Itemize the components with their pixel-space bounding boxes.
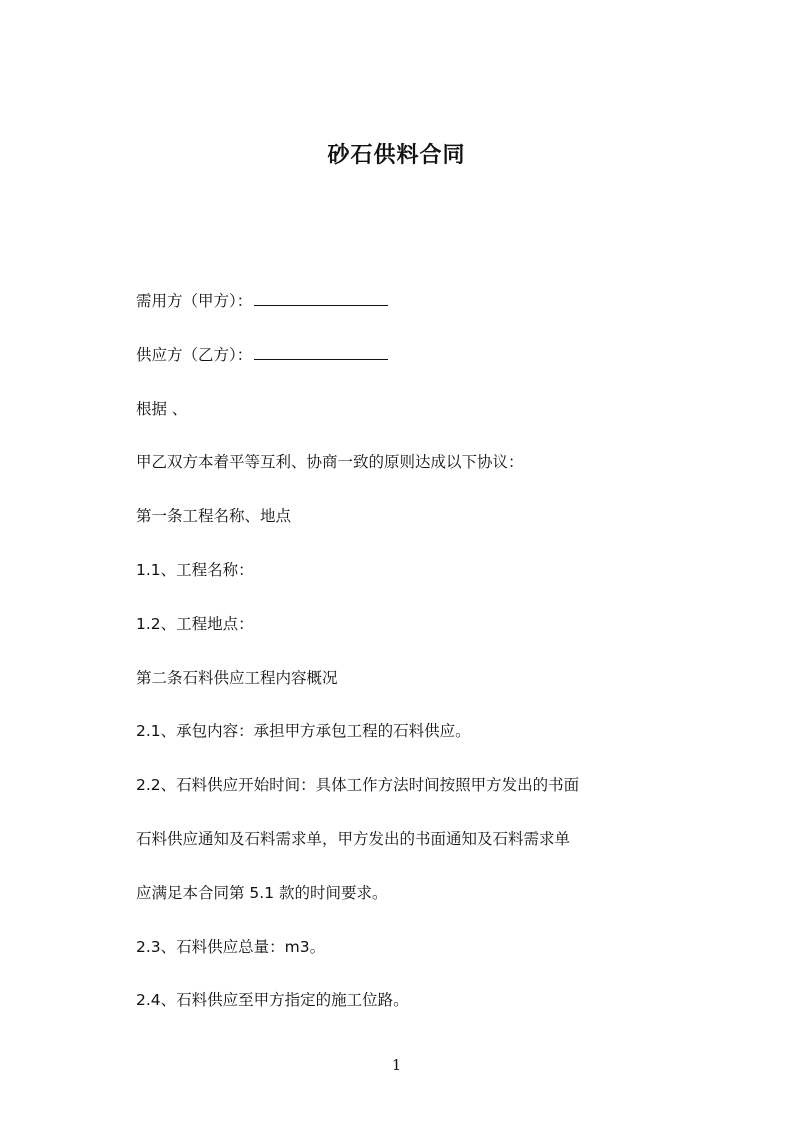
- party-a-label: 需用方（甲方）：: [136, 292, 253, 310]
- party-b-line: [136, 338, 696, 372]
- party-b-label: 供应方（乙方）：: [136, 345, 253, 364]
- clause-2-1: 2.1、承包内容：承担甲方承包工程的石料供应。: [136, 722, 471, 741]
- party-b-blank: [254, 340, 388, 360]
- agreement-intro: 甲乙双方本着平等互利、协商一致的原则达成以下协议：: [136, 453, 524, 472]
- article-1-heading: 第一条工程名称、地点: [136, 507, 292, 526]
- clause-2-4: 2.4、石料供应至甲方指定的施工位路。: [136, 991, 409, 1010]
- clause-2-2-line-2: 石料供应通知及石料需求单，甲方发出的书面通知及石料需求单: [136, 829, 571, 848]
- document-title: 砂石供料合同: [327, 143, 466, 168]
- basis-line: 根据 、: [136, 399, 188, 418]
- party-a-line: [136, 284, 696, 318]
- clause-1-2: 1.2、工程地点：: [136, 614, 254, 633]
- article-2-heading: 第二条石料供应工程内容概况: [136, 668, 338, 687]
- clause-2-2-line-3: 应满足本合同第 5.1 款的时间要求。: [136, 883, 388, 902]
- clause-1-1: 1.1、工程名称：: [136, 560, 254, 579]
- clause-2-3: 2.3、石料供应总量：m3。: [136, 937, 326, 956]
- clause-2-2-line-1: 2.2、石料供应开始时间：具体工作方法时间按照甲方发出的书面: [136, 776, 580, 795]
- party-a-blank: [254, 286, 388, 306]
- page-number: 1: [391, 1056, 402, 1074]
- document-body: [136, 284, 696, 1037]
